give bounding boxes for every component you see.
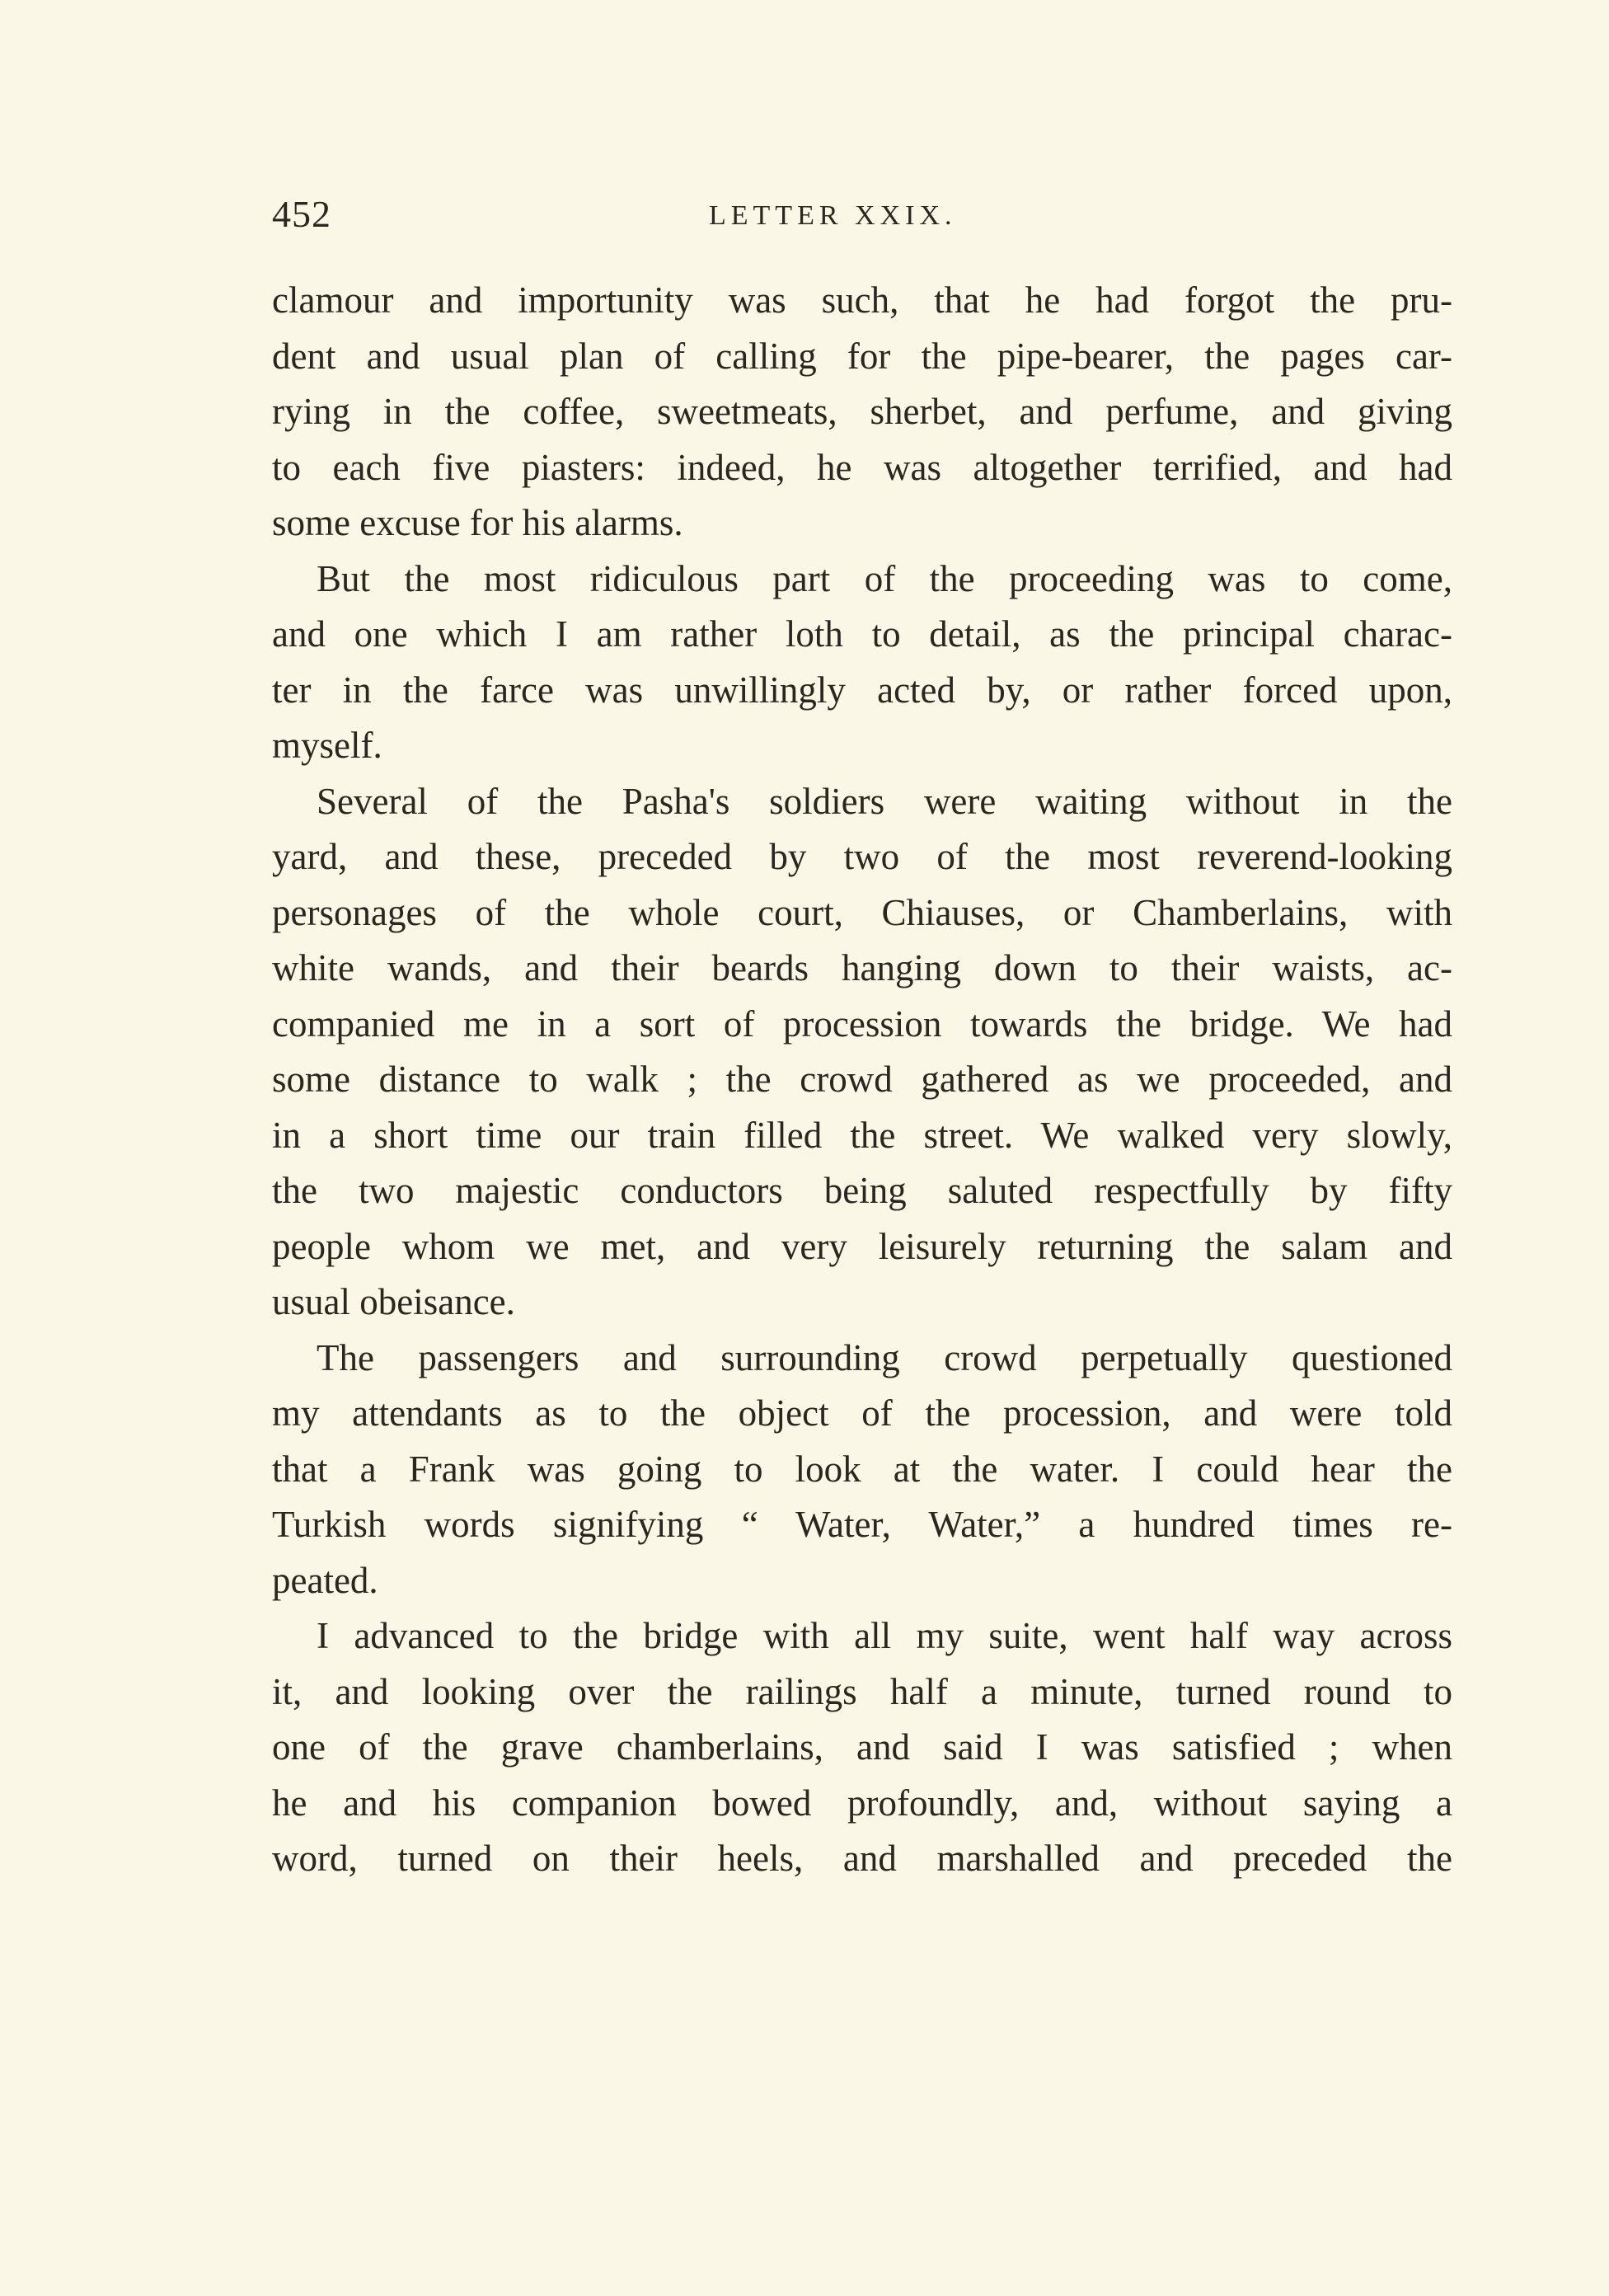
text-line: some excuse for his alarms.: [272, 502, 683, 543]
text-line: that a Frank was going to look at the water. I could hear the: [272, 1448, 1452, 1490]
text-line: The passengers and surrounding crowd perpetually questioned: [317, 1336, 1452, 1378]
text-line: companied me in a sort of procession towards the bridge. We had: [272, 1002, 1452, 1045]
text-line: personages of the whole court, Chiauses, or Chamberlains, with: [272, 891, 1452, 933]
text-line: peated.: [272, 1559, 378, 1601]
text-line: some distance to walk ; the crowd gathered as we proceeded, and: [272, 1059, 1452, 1100]
text-line: yard, and these, preceded by two of the most reverend-looking: [272, 836, 1452, 877]
text-line: rying in the coffee, sweetmeats, sherbet, and perfume, and giving: [272, 391, 1452, 432]
text-line: ter in the farce was unwillingly acted by, or rather forced upon,: [272, 669, 1452, 711]
text-line: and one which I am rather loth to detail, as the principal charac-: [272, 613, 1452, 655]
text-line: I advanced to the bridge with all my suite, went half way across: [317, 1615, 1452, 1656]
text-line: my attendants as to the object of the procession, and were told: [272, 1392, 1452, 1434]
text-line: to each five piasters: indeed, he was altogether terrified, and had: [272, 446, 1452, 488]
body-text: [272, 275, 1452, 1890]
text-line: Turkish words signifying “ Water, Water,” a hundred times re-: [272, 1504, 1452, 1545]
text-line: myself.: [272, 725, 382, 766]
text-line: word, turned on their heels, and marshalled and preceded the: [272, 1838, 1452, 1879]
text-line: dent and usual plan of calling for the pipe-bearer, the pages car-: [272, 335, 1452, 377]
text-line: he and his companion bowed profoundly, and, without saying a: [272, 1782, 1452, 1824]
text-line: clamour and importunity was such, that he had forgot the pru-: [272, 279, 1452, 321]
running-head: LETTER XXIX.: [709, 200, 957, 231]
text-line: one of the grave chamberlains, and said I was satisfied ; when: [272, 1726, 1452, 1768]
text-line: Several of the Pasha's soldiers were waiting without in the: [317, 780, 1452, 822]
text-line: the two majestic conductors being saluted respectfully by fifty: [272, 1170, 1452, 1211]
text-line: it, and looking over the railings half a minute, turned round to: [272, 1670, 1452, 1712]
text-line: people whom we met, and very leisurely returning the salam and: [272, 1225, 1452, 1267]
page-number: 452: [272, 193, 331, 235]
text-line: But the most ridiculous part of the proceeding was to come,: [317, 557, 1452, 599]
text-line: in a short time our train filled the street. We walked very slowly,: [272, 1114, 1452, 1156]
page-header: [272, 190, 1452, 247]
text-line: white wands, and their beards hanging down to their waists, ac-: [272, 947, 1452, 988]
text-line: usual obeisance.: [272, 1281, 515, 1322]
